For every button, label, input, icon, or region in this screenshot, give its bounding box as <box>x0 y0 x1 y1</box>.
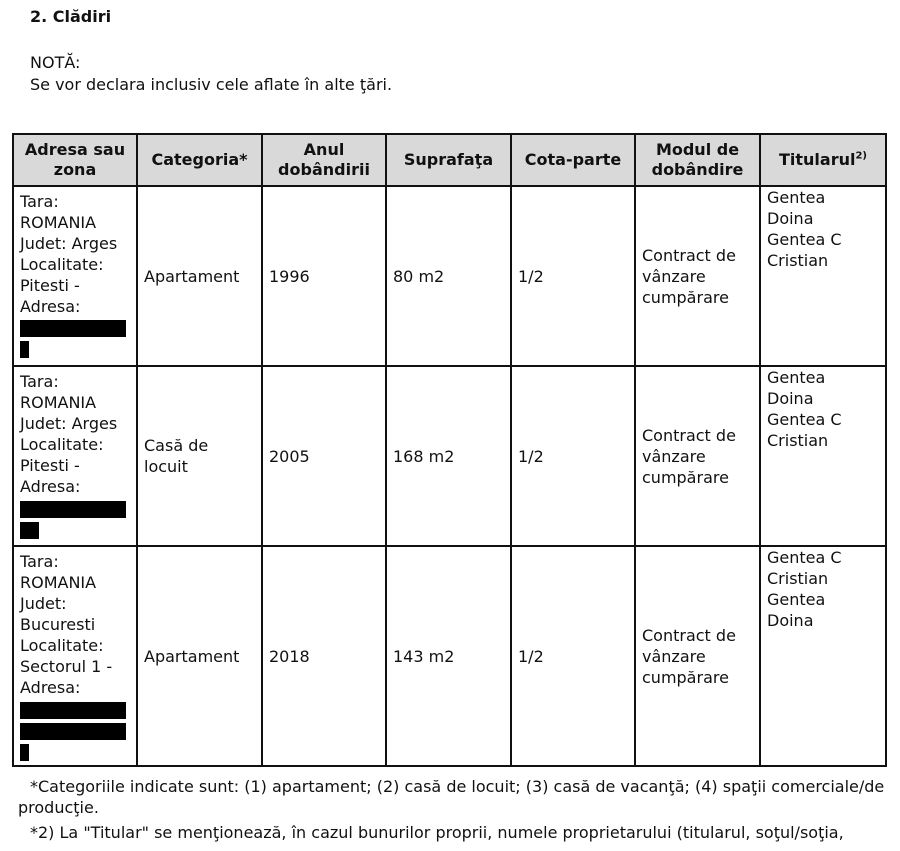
table-header-row <box>13 134 886 186</box>
redaction-bar <box>20 702 126 719</box>
address-line: Tara: <box>20 552 59 571</box>
header-category: Categoria* <box>137 134 262 186</box>
address-line: Localitate: <box>20 255 104 274</box>
redaction-bar <box>20 501 126 518</box>
header-year: Anul dobândirii <box>262 134 386 186</box>
header-owner-footnote-ref: 2) <box>855 150 867 162</box>
redaction-bar <box>20 341 29 358</box>
share-cell: 1/2 <box>511 186 635 366</box>
address-line: Judet: Arges <box>20 234 118 253</box>
table-row <box>13 546 886 766</box>
owner-line: Gentea <box>767 188 826 207</box>
address-cell <box>13 366 137 546</box>
category-cell: Apartament <box>137 546 262 766</box>
acquisition-mode-cell: Contract de vânzare cumpărare <box>635 186 760 366</box>
address-line: Judet: Arges <box>20 414 118 433</box>
owner-line: Gentea C <box>767 230 842 249</box>
address-line: ROMANIA <box>20 213 97 232</box>
address-line: Judet: <box>20 594 67 613</box>
address-line: Tara: <box>20 372 59 391</box>
address-line: Localitate: <box>20 636 104 655</box>
owner-line: Gentea <box>767 368 826 387</box>
owner-line: Cristian <box>767 569 829 588</box>
owner-line: Doina <box>767 611 814 630</box>
redaction-bar <box>20 522 39 539</box>
address-line: Pitesti - <box>20 276 80 295</box>
header-address: Adresa sau zona <box>13 134 137 186</box>
buildings-table <box>12 133 887 767</box>
category-cell: Casă de locuit <box>137 366 262 546</box>
section-title: 2. Clădiri <box>30 7 112 26</box>
address-line: ROMANIA <box>20 573 97 592</box>
redaction-bar <box>20 744 29 761</box>
owner-line: Doina <box>767 389 814 408</box>
owner-cell <box>760 546 886 766</box>
acquisition-mode-cell: Contract de vânzare cumpărare <box>635 546 760 766</box>
category-cell: Apartament <box>137 186 262 366</box>
address-line: ROMANIA <box>20 393 97 412</box>
address-line: Adresa: <box>20 477 81 496</box>
owner-cell <box>760 366 886 546</box>
address-cell <box>13 186 137 366</box>
year-cell: 1996 <box>262 186 386 366</box>
address-line: Sectorul 1 - <box>20 657 113 676</box>
owner-line: Gentea C <box>767 548 842 567</box>
owner-cell <box>760 186 886 366</box>
note-text: Se vor declara inclusiv cele aflate în alte ţări. <box>30 75 393 94</box>
address-line: Localitate: <box>20 435 104 454</box>
header-share: Cota-parte <box>511 134 635 186</box>
header-mode: Modul de dobândire <box>635 134 760 186</box>
area-cell: 168 m2 <box>386 366 511 546</box>
redaction-bar <box>20 320 126 337</box>
acquisition-mode-cell: Contract de vânzare cumpărare <box>635 366 760 546</box>
table-row <box>13 366 886 546</box>
address-cell <box>13 546 137 766</box>
address-line: Bucuresti <box>20 615 96 634</box>
footnote-titular: *2) La "Titular" se menţionează, în cazul bunurilor proprii, numele proprietarului (titularul, soţul/soţia, <box>30 823 844 842</box>
owner-line: Gentea C <box>767 410 842 429</box>
header-owner-label: Titularul <box>778 150 856 169</box>
footnote-categories: *Categoriile indicate sunt: (1) apartament; (2) casă de locuit; (3) casă de vacanţă; (4) spaţii comerciale/de <box>30 777 885 796</box>
address-line: Tara: <box>20 192 59 211</box>
owner-line: Cristian <box>767 251 829 270</box>
share-cell: 1/2 <box>511 546 635 766</box>
footnote-categories-continued: producţie. <box>18 798 99 817</box>
address-line: Adresa: <box>20 678 81 697</box>
year-cell: 2018 <box>262 546 386 766</box>
header-owner <box>760 134 886 186</box>
owner-line: Doina <box>767 209 814 228</box>
note-label: NOTĂ: <box>30 53 81 72</box>
owner-line: Cristian <box>767 431 829 450</box>
header-area: Suprafaţa <box>386 134 511 186</box>
table-row <box>13 186 886 366</box>
owner-line: Gentea <box>767 590 826 609</box>
redaction-bar <box>20 723 126 740</box>
share-cell: 1/2 <box>511 366 635 546</box>
area-cell: 80 m2 <box>386 186 511 366</box>
address-line: Pitesti - <box>20 456 80 475</box>
area-cell: 143 m2 <box>386 546 511 766</box>
address-line: Adresa: <box>20 297 81 316</box>
year-cell: 2005 <box>262 366 386 546</box>
